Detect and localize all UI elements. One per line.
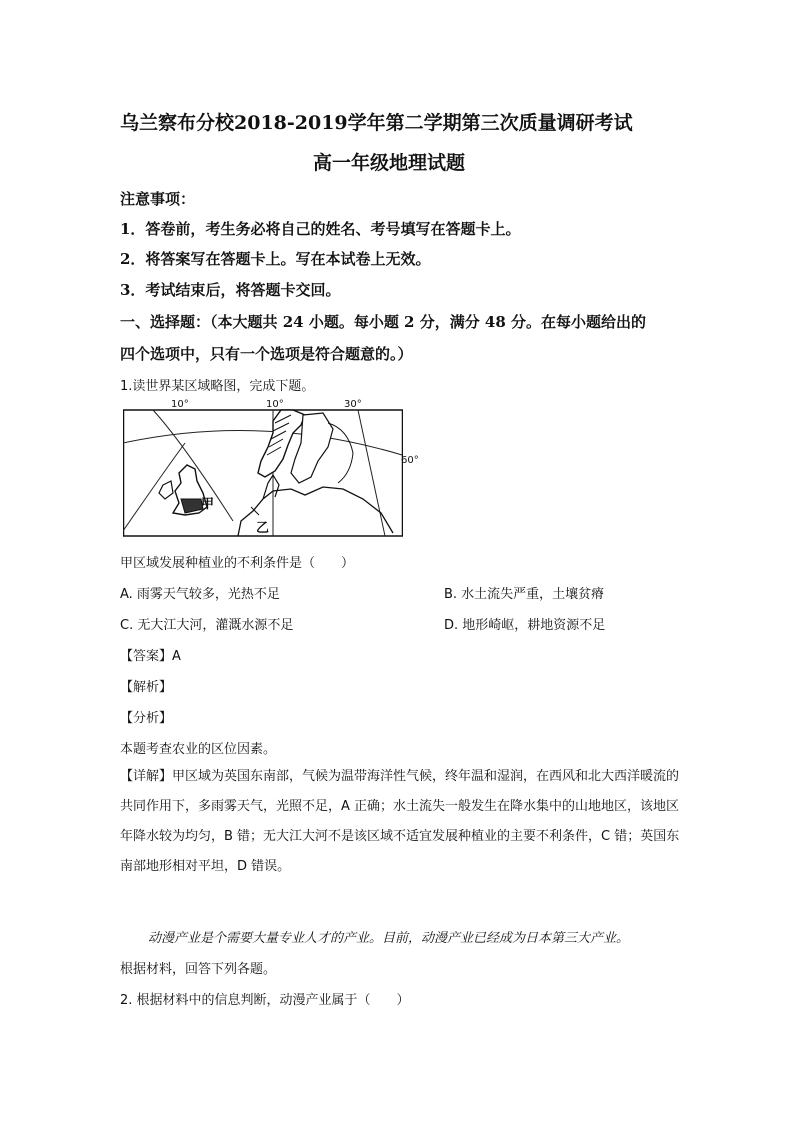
notice-heading: 注意事项： (120, 190, 196, 208)
q1-answer: 【答案】A (120, 649, 181, 664)
notice-item-2: 2．将答案写在答题卡上。写在本试卷上无效。 (120, 250, 431, 268)
section-heading: 一、选择题：（本大题共 24 小题。每小题 2 分，满分 48 分。在每小题给出的 (120, 313, 647, 331)
notice-item-3: 3．考试结束后，将答题卡交回。 (120, 281, 341, 299)
section-heading-cont: 四个选项中，只有一个选项是符合题意的。） (120, 345, 413, 363)
exam-title: 乌兰察布分校2018-2019学年第二学期第三次质量调研考试 (120, 112, 633, 134)
q1-jiexi-label: 【解析】 (120, 680, 173, 695)
q2-instruction: 根据材料，回答下列各题。 (120, 962, 277, 977)
notice-item-1: 1．答卷前，考生务必将自己的姓名、考号填写在答题卡上。 (120, 220, 521, 238)
q1-fenxi-label: 【分析】 (120, 711, 173, 726)
exam-subtitle: 高一年级地理试题 (313, 152, 466, 174)
region-yi-label: 乙 (256, 521, 270, 536)
q1-stem: 甲区域发展种植业的不利条件是（ ） (120, 556, 355, 571)
q1-option-a: A. 雨雾天气较多，光热不足 (120, 587, 280, 602)
q1-prompt: 1.读世界某区域略图，完成下题。 (120, 379, 315, 394)
q1-option-c: C. 无大江大河，灌溉水源不足 (120, 618, 294, 633)
region-jia-label: 甲 (201, 497, 215, 512)
q2-stem: 2. 根据材料中的信息判断，动漫产业属于（ ） (120, 993, 410, 1008)
q1-detail-paragraph: 【详解】甲区域为英国东南部，气候为温带海洋性气候，终年温和湿润，在西风和北大西洋暖流的共同作用下，多雨雾天气，光照不足，A 正确；水土流失一般发生在降水集中的山地地区，该地区年降水较为均匀，B 错；无大江大河不是该区域不适宜发展种植业的主要不利条件，C 错；英国东南部地形相对平坦，D 错误。 (120, 769, 680, 874)
lat-label: 60° (401, 455, 419, 466)
q1-fenxi-text: 本题考查农业的区位因素。 (120, 742, 277, 757)
q1-option-d: D. 地形崎岖，耕地资源不足 (444, 618, 606, 633)
lon-label-left: 10° (171, 399, 189, 410)
q2-material: 动漫产业是个需要大量专业人才的产业。目前，动漫产业已经成为日本第三大产业。 (148, 931, 630, 946)
lon-label-right: 30° (344, 399, 362, 410)
q1-option-b: B. 水土流失严重，土壤贫瘠 (444, 587, 605, 602)
europe-sketch-map (123, 399, 419, 537)
lon-label-mid: 10° (266, 399, 284, 410)
